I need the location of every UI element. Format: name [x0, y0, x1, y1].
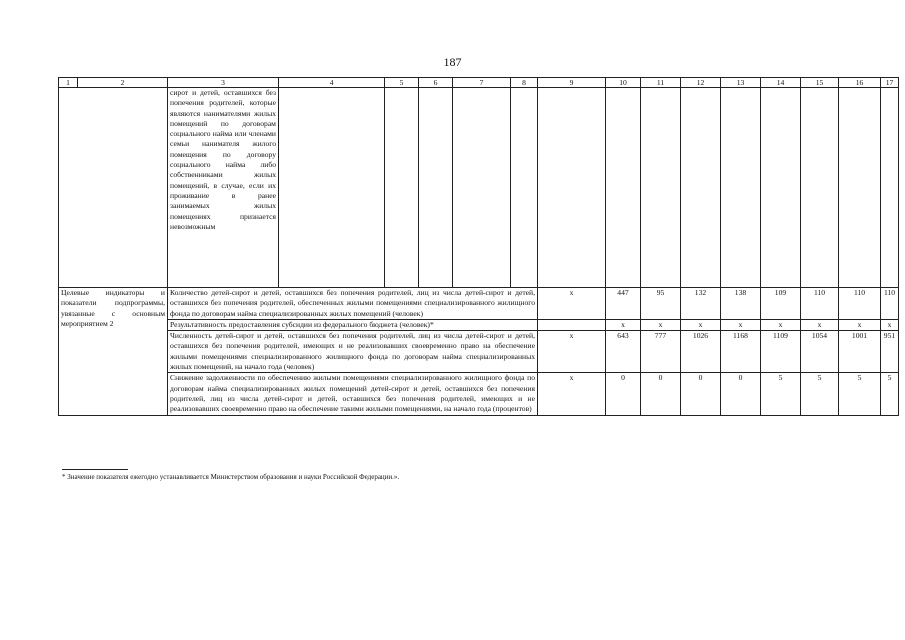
- indicator-row: [59, 331, 899, 373]
- indicator-value: x: [538, 288, 606, 320]
- indicator-value: x: [681, 319, 721, 330]
- indicator-value: 643: [606, 331, 641, 373]
- column-number: 8: [511, 78, 538, 88]
- empty-cell: [279, 88, 385, 288]
- column-number: 6: [419, 78, 453, 88]
- indicator-value: 777: [641, 331, 681, 373]
- column-number: 3: [168, 78, 279, 88]
- empty-cell: [721, 88, 761, 288]
- indicator-value: x: [538, 373, 606, 415]
- column-number: 1: [59, 78, 78, 88]
- indicator-value: x: [641, 319, 681, 330]
- indicator-value: 95: [641, 288, 681, 320]
- indicator-value: 110: [881, 288, 899, 320]
- column-number-row: [59, 78, 899, 88]
- indicator-value: 5: [839, 373, 881, 415]
- empty-cell: [538, 88, 606, 288]
- column-number: 15: [801, 78, 839, 88]
- indicator-value: x: [839, 319, 881, 330]
- empty-cell: [801, 88, 839, 288]
- indicator-value: 132: [681, 288, 721, 320]
- empty-cell: [511, 88, 538, 288]
- empty-cell: [641, 88, 681, 288]
- column-number: 7: [453, 78, 511, 88]
- footnote-divider: [62, 469, 128, 470]
- column-number: 5: [385, 78, 419, 88]
- indicator-value: x: [721, 319, 761, 330]
- column-number: 14: [761, 78, 801, 88]
- continuation-text: сирот и детей, оставшихся без попечения родителей, которые являются нанимателями жилых помещений по договорам социального найма или членами семьи нанимателя жилого помещения по договору социального найма либо собственниками жилых помещений, в случае, если их проживание в ранее занимаемых жилых помещениях признается невозможным: [168, 88, 279, 288]
- indicator-value: 0: [641, 373, 681, 415]
- column-number: 17: [881, 78, 899, 88]
- indicator-value: 0: [681, 373, 721, 415]
- column-number: 2: [78, 78, 168, 88]
- page-number: 187: [443, 55, 462, 69]
- indicator-value: 951: [881, 331, 899, 373]
- indicator-value: 1109: [761, 331, 801, 373]
- indicator-value: 0: [721, 373, 761, 415]
- indicator-description: Снижение задолженности по обеспечению жилыми помещениями специализированного жилищного фонда по договорам найма специализированных жилых помещений детей-сирот и детей, оставшихся без попечения родителей, лиц из числа детей-сирот и детей, оставшихся без попечения родителей, имеющих и не реализовавших своевременно право на обеспечение такими жилыми помещениями, на начало года (процентов): [168, 373, 538, 415]
- indicator-description: Результативность предоставления субсидии из федерального бюджета (человек)*: [168, 319, 538, 330]
- program-table: [58, 77, 899, 416]
- indicator-value: 0: [606, 373, 641, 415]
- column-number: 16: [839, 78, 881, 88]
- column-number: 4: [279, 78, 385, 88]
- indicator-row: [59, 319, 899, 330]
- indicator-value: 447: [606, 288, 641, 320]
- indicator-value: 110: [839, 288, 881, 320]
- column-number: 10: [606, 78, 641, 88]
- indicator-value: 138: [721, 288, 761, 320]
- indicator-value: x: [538, 331, 606, 373]
- indicator-value: 109: [761, 288, 801, 320]
- indicator-value: x: [881, 319, 899, 330]
- empty-cell: [681, 88, 721, 288]
- target-indicators-label: Целевые индикаторы и показатели подпрограммы, увязанные с основным мероприятием 2: [59, 288, 168, 416]
- column-number: 13: [721, 78, 761, 88]
- empty-cell: [839, 88, 881, 288]
- indicator-value: 5: [761, 373, 801, 415]
- indicator-value: 1054: [801, 331, 839, 373]
- indicator-value: x: [606, 319, 641, 330]
- empty-cell: [761, 88, 801, 288]
- indicator-value: 110: [801, 288, 839, 320]
- indicator-value: 1168: [721, 331, 761, 373]
- indicator-value: 5: [801, 373, 839, 415]
- indicator-value: 1001: [839, 331, 881, 373]
- indicator-value: [538, 319, 606, 330]
- indicator-description: Численность детей-сирот и детей, оставшихся без попечения родителей, лиц из числа детей-сирот и детей, оставшихся без попечения родителей, имеющих и не реализовавших своевременно право на обеспечение жилыми помещениями специализированного жилищного фонда по договорам найма специализированных жилых помещений, на начало года (человек): [168, 331, 538, 373]
- indicator-value: 1026: [681, 331, 721, 373]
- empty-cell: [419, 88, 453, 288]
- indicator-description: Количество детей-сирот и детей, оставшихся без попечения родителей, лиц из числа детей-сирот и детей, оставшихся без попечения родителей, обеспеченных жилыми помещениями специализированного жилищного фонда по договорам найма специализированных жилых помещений (человек): [168, 288, 538, 320]
- indicator-row: [59, 288, 899, 320]
- empty-cell: [453, 88, 511, 288]
- continuation-row: [59, 88, 899, 288]
- column-number: 11: [641, 78, 681, 88]
- column-number: 9: [538, 78, 606, 88]
- indicator-value: x: [801, 319, 839, 330]
- indicator-value: 5: [881, 373, 899, 415]
- empty-cell: [606, 88, 641, 288]
- column-number: 12: [681, 78, 721, 88]
- empty-cell: [59, 88, 168, 288]
- footnote: * Значение показателя ежегодно устанавливается Министерством образования и науки Российской Федерации.».: [62, 473, 400, 481]
- indicator-value: x: [761, 319, 801, 330]
- empty-cell: [385, 88, 419, 288]
- empty-cell: [881, 88, 899, 288]
- indicator-row: [59, 373, 899, 415]
